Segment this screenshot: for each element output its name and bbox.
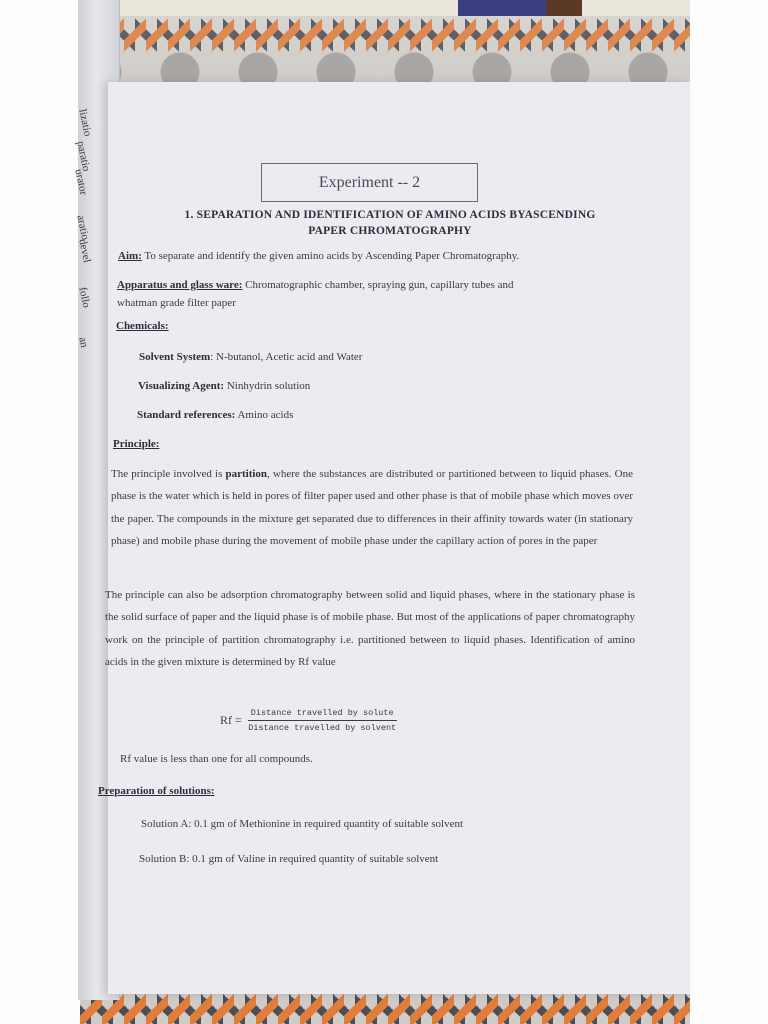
formula-denominator: Distance travelled by solvent	[248, 723, 397, 733]
chemical-item-sep: :	[210, 351, 217, 363]
principle-p1-bold: partition	[225, 468, 268, 480]
apparatus-text: Chromatographic chamber, spraying gun, capillary tubes and	[242, 279, 514, 291]
left-page-fragment: aratio	[74, 214, 92, 241]
rf-note: Rf value is less than one for all compounds.	[120, 753, 313, 765]
chemical-item	[139, 351, 362, 363]
chemical-item	[137, 409, 293, 421]
chemical-item-label: Solvent System	[139, 351, 211, 363]
left-page-fragment: devel	[76, 238, 93, 264]
blue-object	[458, 0, 546, 16]
chemical-item-label: Standard references:	[137, 409, 236, 421]
chemical-item-label: Visualizing Agent:	[138, 380, 225, 392]
chemical-item	[138, 380, 310, 392]
cloth-band	[80, 0, 690, 16]
experiment-title: Experiment -- 2	[261, 163, 478, 202]
solution-item: Solution B: 0.1 gm of Valine in required quantity of suitable solvent	[139, 853, 439, 865]
principle-p1-rest: , where the substances are distributed or partitioned between to liquid phases. One phase is the water which is held in pores of filter paper used and other phase is that of mobile phase which moves over the paper. The compounds in the mixture get separated due to differences in their affinity towards water (in stationary phase) and mobile phase during the movement of mobile phase under the capillary action of pores in the paper	[111, 468, 633, 547]
cloth-pattern-strip	[80, 18, 690, 52]
apparatus-line-2: whatman grade filter paper	[117, 297, 236, 309]
heading-line-1: 1. SEPARATION AND IDENTIFICATION OF AMINO ACIDS BYASCENDING	[184, 209, 596, 221]
aim-label: Aim:	[118, 250, 142, 262]
formula-fraction	[248, 708, 397, 733]
heading-line-2: PAPER CHROMATOGRAPHY	[308, 225, 472, 237]
formula-lhs: Rf =	[220, 713, 242, 727]
principle-heading	[113, 438, 159, 450]
brown-object	[546, 0, 582, 16]
solution-item: Solution A: 0.1 gm of Methionine in required quantity of suitable solvent	[141, 818, 464, 830]
rf-formula	[220, 708, 397, 733]
left-page-fragment: follo	[76, 286, 93, 309]
left-page-fragment: urator	[72, 168, 90, 197]
principle-paragraph-2: The principle can also be adsorption chromatography between solid and liquid phases, where in the stationary phase is the solid surface of paper and the liquid phase is of mobile phase. But most of the applications of paper chromatography work on the principle of partition chromatography i.e. partitioned between to liquid phases. Identification of amino acids in the given mixture is determined by Rf value	[105, 589, 635, 668]
principle-paragraph-1	[111, 463, 633, 552]
aim-line	[118, 250, 519, 262]
left-page-fragment: lizatio	[76, 108, 94, 138]
section-heading	[150, 207, 630, 239]
chemical-item-value: Ninhydrin solution	[226, 380, 311, 392]
tablecloth-top	[80, 0, 690, 95]
chemicals-label: Chemicals:	[116, 320, 169, 332]
preparation-heading	[98, 785, 215, 797]
principle-label: Principle:	[113, 438, 160, 450]
apparatus-line	[117, 279, 514, 291]
left-page-fragment: paratio	[74, 140, 93, 173]
principle-p1-start: The principle involved is	[111, 468, 226, 480]
chemicals-heading	[116, 320, 169, 332]
chemical-item-value: Amino acids	[237, 409, 294, 421]
formula-numerator: Distance travelled by solute	[248, 708, 397, 721]
left-page-fragment: an	[76, 336, 91, 349]
preparation-label: Preparation of solutions:	[98, 785, 215, 797]
aim-text: To separate and identify the given amino acids by Ascending Paper Chromatography.	[141, 250, 520, 262]
chemical-item-value: N-butanol, Acetic acid and Water	[216, 351, 363, 363]
apparatus-label: Apparatus and glass ware:	[117, 279, 243, 291]
